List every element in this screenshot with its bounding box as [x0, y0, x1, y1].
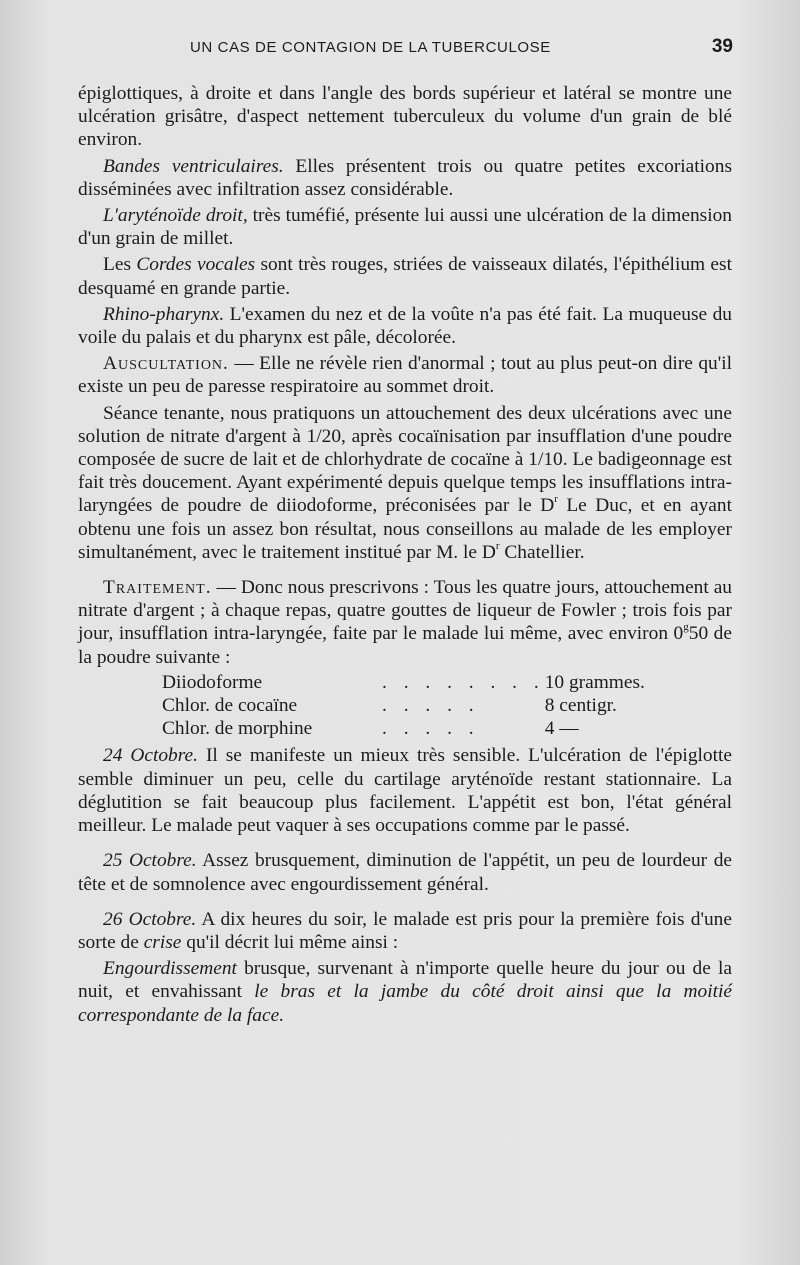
paragraph-text: Séance tenante, nous pratiquons un attouchement des deux ulcérations avec une solution de nitrate d'argent à 1/20, après cocaïnisation par insufflation d'une poudre composée de sucre de lait et de chlorhydrate de cocaïne à 1/10. Le badigeonnage est fait très doucement. Ayant expérimenté depuis quelque temps les insufflations intra-laryngées de poudre de diiodoforme, préconisées par le D	[78, 402, 732, 517]
paragraph-25-octobre	[78, 849, 732, 895]
ingredient-name: Diiodoforme	[162, 671, 263, 693]
dot-leader: . . . . . . . .	[382, 671, 545, 693]
paragraph-text: A dix heures du soir, le malade est pris pour la première fois d'une sorte de	[78, 908, 732, 953]
paragraph-engourdissement	[78, 957, 732, 1027]
paragraph-text: Assez brusquement, diminution de l'appétit, un peu de lourdeur de tête et de somnolence avec engourdissement général.	[78, 850, 732, 895]
paragraph-seance	[78, 402, 732, 564]
section-lead: Bandes ventriculaires.	[103, 155, 284, 177]
paragraph-traitement	[78, 576, 732, 669]
paragraph-bandes	[78, 155, 732, 201]
paragraph-text: 50 de la poudre suivante :	[78, 623, 732, 668]
paragraph-text: L'examen du nez et de la voûte n'a pas été fait. La muqueuse du voile du palais et du pharynx est pâle, décolorée.	[78, 303, 732, 349]
paragraph-text: Les	[103, 254, 137, 276]
dot-leader: . . . . .	[382, 718, 480, 740]
paragraph-text: Elles présentent trois ou quatre petites excoriations disséminées avec infiltration assez considérable.	[78, 155, 732, 200]
section-lead: Auscultation.	[103, 353, 229, 375]
section-lead: Engourdissement	[103, 958, 237, 980]
paragraph-arytenoide	[78, 204, 732, 250]
paragraph-text: sont très rouges, striées de vaisseaux dilatés, l'épithélium est desquamé en grande partie.	[78, 254, 732, 299]
prescription-row	[162, 694, 645, 717]
paragraph-text: épiglottiques, à droite et dans l'angle des bords supérieur et latéral se montre une ulcération grisâtre, d'aspect nettement tuberculeux du volume d'un grain de blé environ.	[78, 83, 732, 151]
date-lead: 25 Octobre.	[103, 850, 197, 872]
section-lead: Rhino-pharynx.	[103, 303, 225, 325]
paragraph-rhino	[78, 303, 732, 349]
running-title: UN CAS DE CONTAGION DE LA TUBERCULOSE	[190, 39, 551, 56]
italic-term: crise	[143, 931, 182, 953]
italic-phrase: le bras et la jambe du côté droit ainsi que la moitié correspondante de la face.	[78, 981, 732, 1026]
paragraph-26-octobre	[78, 908, 732, 954]
paragraph-text: Le Duc, et en ayant obtenu une fois un assez bon résultat, nous conseillons au malade de les employer simultanément, avec le traitement institué par M. le D	[78, 495, 732, 563]
paragraph-cordes	[78, 253, 732, 299]
paragraph-text: brusque, survenant à n'importe quelle heure du jour ou de la nuit, et envahissant	[78, 958, 732, 1003]
prescription-row	[162, 671, 645, 694]
section-lead: Cordes vocales	[136, 254, 256, 276]
paragraph-text: — Elle ne révèle rien d'anormal ; tout au plus peut-on dire qu'il existe un peu de paresse respiratoire au sommet droit.	[78, 353, 732, 398]
date-lead: 24 Octobre.	[103, 745, 199, 767]
paragraph-text: — Donc nous prescrivons : Tous les quatre jours, attouchement au nitrate d'argent ; à chaque repas, quatre gouttes de liqueur de Fowler ; trois fois par jour, insufflation intra-laryngée, faite par le malade lui même, avec environ 0	[78, 577, 732, 645]
page-number: 39	[711, 36, 733, 57]
page-body	[78, 82, 732, 1027]
page-header	[78, 36, 733, 60]
dot-leader: . . . . .	[382, 695, 480, 717]
paragraph-24-octobre	[78, 744, 732, 837]
paragraph-auscultation	[78, 352, 732, 398]
date-lead: 26 Octobre.	[103, 908, 197, 930]
ingredient-dose: 10 grammes.	[544, 671, 645, 693]
superscript: r	[554, 493, 558, 506]
paragraph-epiglottis	[78, 82, 732, 152]
superscript: g	[683, 621, 689, 634]
ingredient-name: Chlor. de cocaïne	[162, 695, 298, 717]
ingredient-name: Chlor. de morphine	[162, 718, 313, 740]
prescription-row	[162, 717, 645, 740]
section-lead: Traitement.	[103, 577, 212, 599]
superscript: r	[495, 539, 500, 552]
prescription-table	[162, 671, 645, 741]
paragraph-text: qu'il décrit lui même ainsi :	[181, 931, 399, 953]
section-lead: L'aryténoïde droit,	[103, 205, 248, 227]
ingredient-dose: 8 centigr.	[544, 695, 617, 717]
paragraph-text: très tuméfié, présente lui aussi une ulcération de la dimension d'un grain de millet.	[78, 205, 732, 250]
paragraph-text: Il se manifeste un mieux très sensible. L'ulcération de l'épiglotte semble diminuer un peu, celle du cartilage aryténoïde restant stationnaire. La déglutition se fait beaucoup plus facilement. L'appétit est bon, l'état général meilleur. Le malade peut vaquer à ses occupations comme par le passé.	[78, 745, 732, 837]
paragraph-text: Chatellier.	[499, 541, 585, 563]
ingredient-dose: 4 —	[544, 718, 579, 740]
